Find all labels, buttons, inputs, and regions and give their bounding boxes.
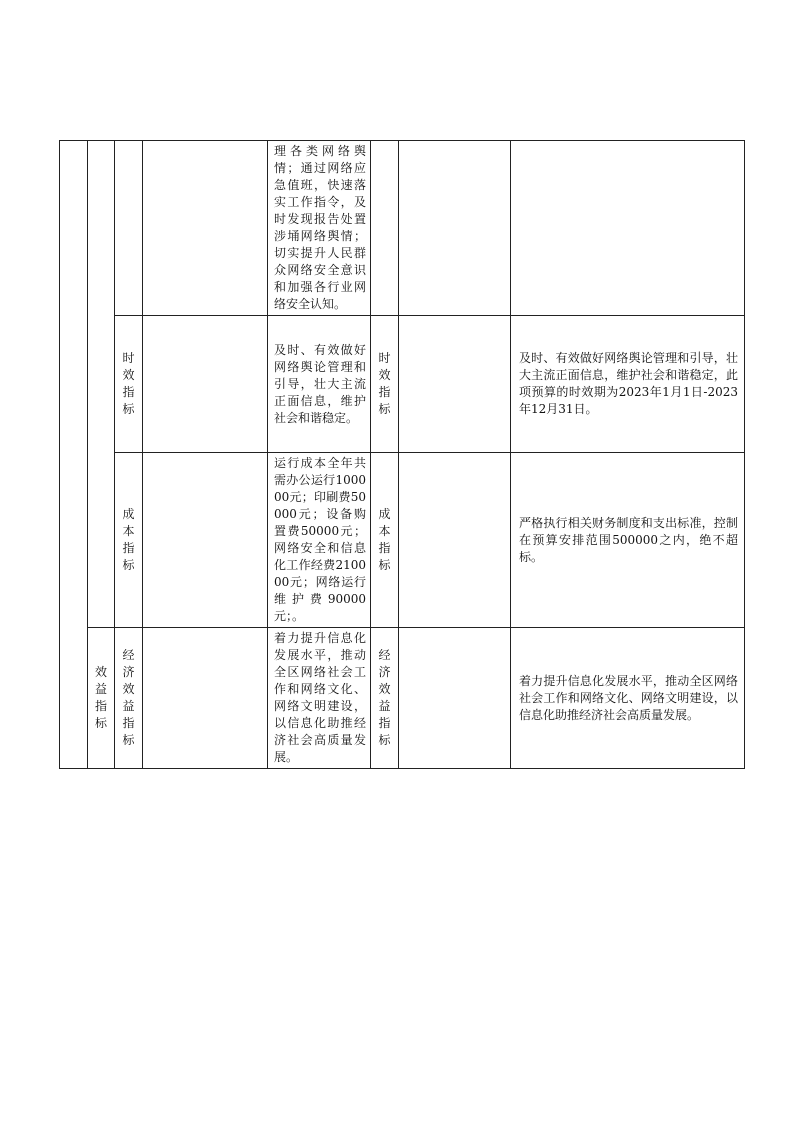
- blank-cell: [399, 316, 511, 453]
- table-row: [60, 141, 745, 316]
- indicator-l2-cell: [88, 141, 115, 628]
- table-row: [60, 628, 745, 769]
- indicator-l1-cell: [60, 141, 88, 769]
- indicator-l3-repeat-cell: 经济效益指标: [371, 628, 399, 769]
- table-row: [60, 453, 745, 628]
- indicator-l3-repeat-cell: 时效指标: [371, 316, 399, 453]
- description-cell: [511, 141, 745, 316]
- indicator-l3-repeat-cell: 成本指标: [371, 453, 399, 628]
- blank-cell: [143, 453, 268, 628]
- indicator-l2-cell: 效益指标: [88, 628, 115, 769]
- performance-indicator-table: [59, 140, 745, 769]
- blank-cell: [399, 628, 511, 769]
- target-text-cell: 运行成本全年共需办公运行100000元；印刷费50000元；设备购置费50000元；网络安全和信息化工作经费210000元；网络运行维护费90000元；。: [268, 453, 371, 628]
- indicator-l3-repeat-cell: [371, 141, 399, 316]
- table-row: [60, 316, 745, 453]
- indicator-l3-cell: 时效指标: [115, 316, 143, 453]
- blank-cell: [399, 453, 511, 628]
- description-cell: 严格执行相关财务制度和支出标准，控制在预算安排范围500000之内，绝不超标。: [511, 453, 745, 628]
- target-text-cell: 着力提升信息化发展水平，推动全区网络社会工作和网络文化、网络文明建设，以信息化助推经济社会高质量发展。: [268, 628, 371, 769]
- indicator-l3-cell: [115, 141, 143, 316]
- blank-cell: [143, 628, 268, 769]
- description-cell: 及时、有效做好网络舆论管理和引导，壮大主流正面信息，维护社会和谐稳定，此项预算的时效期为2023年1月1日-2023年12月31日。: [511, 316, 745, 453]
- target-text-cell: 理各类网络舆情；通过网络应急值班，快速落实工作指令，及时发现报告处置涉埇网络舆情；切实提升人民群众网络安全意识和加强各行业网络安全认知。: [268, 141, 371, 316]
- indicator-l3-cell: 经济效益指标: [115, 628, 143, 769]
- blank-cell: [399, 141, 511, 316]
- target-text-cell: 及时、有效做好网络舆论管理和引导，壮大主流正面信息，维护社会和谐稳定。: [268, 316, 371, 453]
- description-cell: 着力提升信息化发展水平，推动全区网络社会工作和网络文化、网络文明建设，以信息化助推经济社会高质量发展。: [511, 628, 745, 769]
- blank-cell: [143, 316, 268, 453]
- blank-cell: [143, 141, 268, 316]
- indicator-l3-cell: 成本指标: [115, 453, 143, 628]
